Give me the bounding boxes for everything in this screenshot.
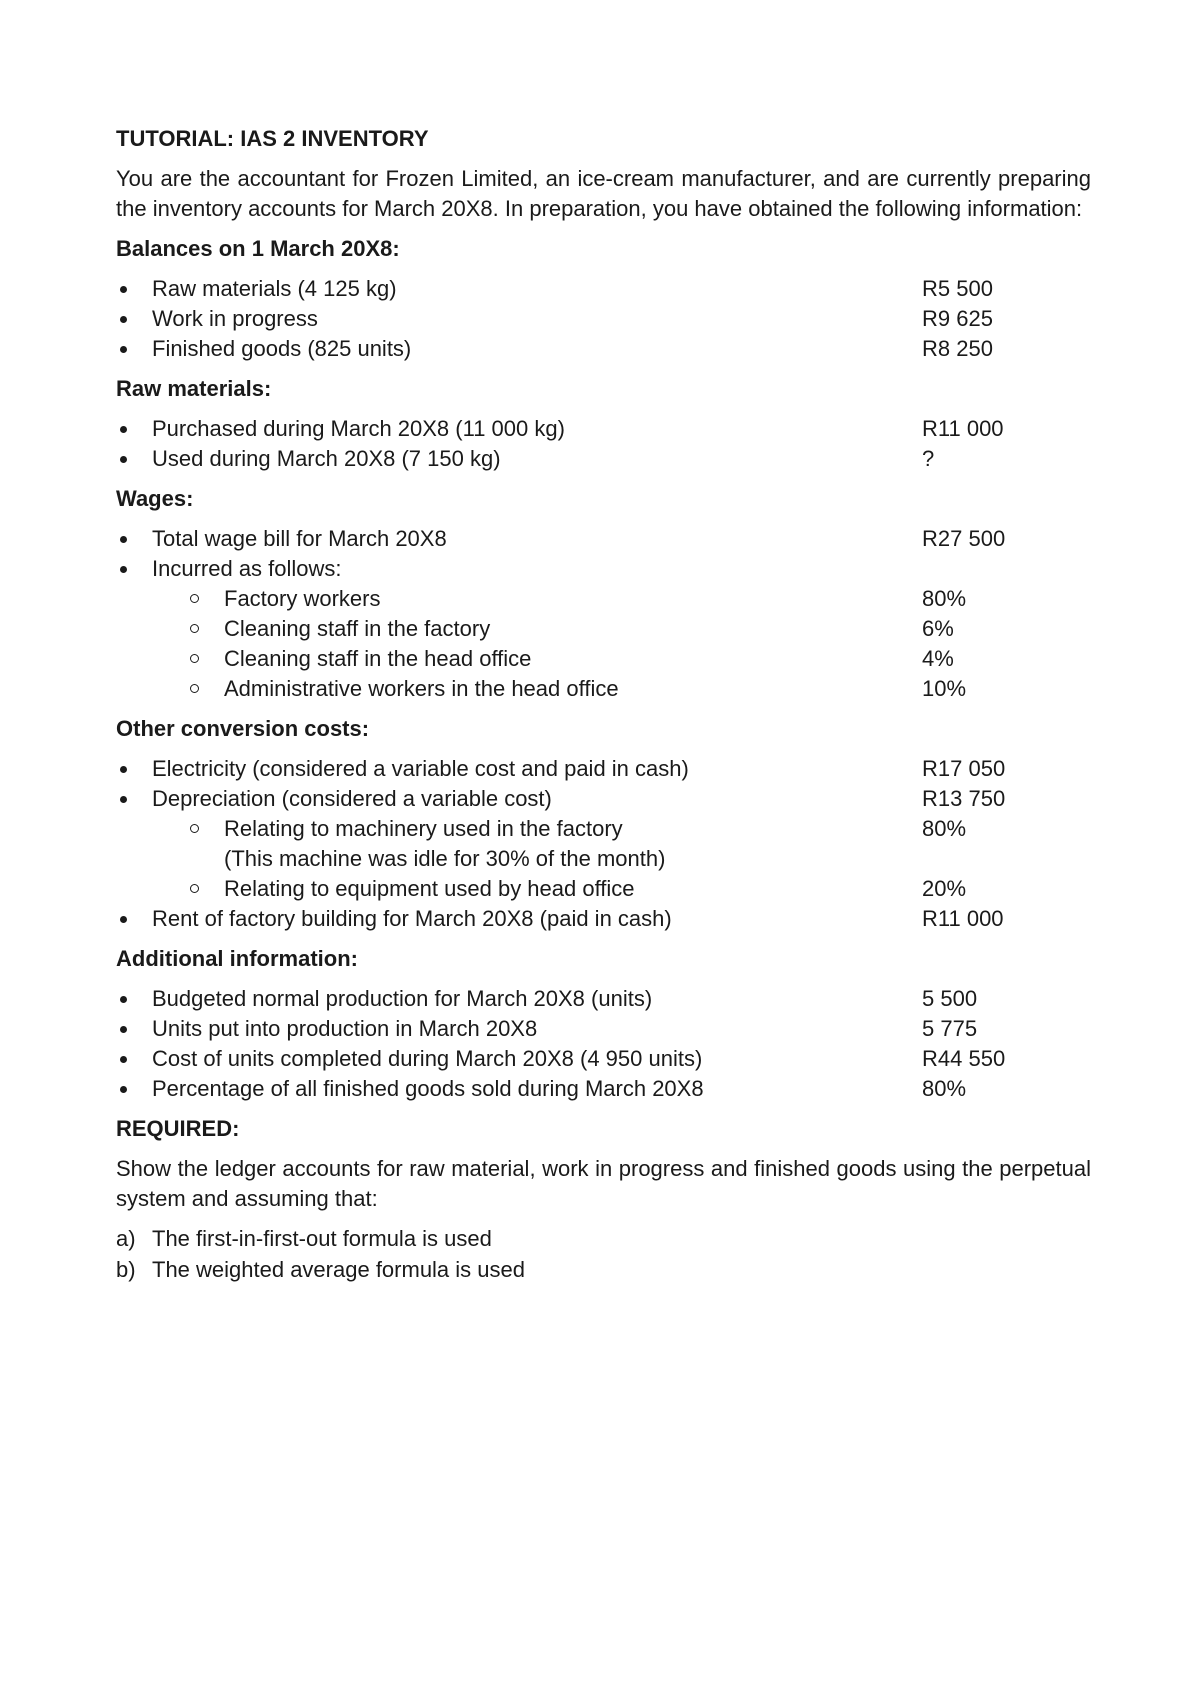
bullet-icon xyxy=(120,1026,127,1033)
list-item xyxy=(116,414,1091,444)
list-item xyxy=(116,554,1091,584)
sub-list-item xyxy=(116,674,1091,704)
bullet-icon xyxy=(120,996,127,1003)
required-heading: REQUIRED: xyxy=(116,1116,240,1141)
item-value: R9 625 xyxy=(922,306,993,331)
bullet-icon xyxy=(120,1056,127,1063)
sub-bullet-icon xyxy=(190,624,199,633)
other-costs-heading: Other conversion costs: xyxy=(116,716,370,741)
bullet-icon xyxy=(120,316,127,323)
wages-list xyxy=(116,524,1091,704)
item-label: Used during March 20X8 (7 150 kg) xyxy=(152,446,501,471)
item-label: Cost of units completed during March 20X8 (4 950 units) xyxy=(152,1046,703,1071)
required-options xyxy=(116,1224,1091,1286)
list-item xyxy=(116,274,1091,304)
list-item xyxy=(116,1044,1091,1074)
bullet-icon xyxy=(120,916,127,923)
intro-paragraph: You are the accountant for Frozen Limited, an ice-cream manufacturer, and are currently preparing the inventory accounts for March 20X8. In preparation, you have obtained the following information: xyxy=(116,166,1091,221)
item-value: R17 050 xyxy=(922,756,1006,781)
required-paragraph: Show the ledger accounts for raw material, work in progress and finished goods using the perpetual system and assuming that: xyxy=(116,1156,1091,1211)
document-content xyxy=(116,124,1091,1286)
item-value: 80% xyxy=(922,1076,967,1101)
bullet-icon xyxy=(120,766,127,773)
item-value: 10% xyxy=(922,676,967,701)
item-label: Raw materials (4 125 kg) xyxy=(152,276,397,301)
sub-list-item xyxy=(116,614,1091,644)
option-label: The weighted average formula is used xyxy=(152,1257,525,1282)
list-item xyxy=(116,1014,1091,1044)
sub-list-item xyxy=(116,874,1091,904)
document-title: TUTORIAL: IAS 2 INVENTORY xyxy=(116,126,429,151)
sub-list-item xyxy=(116,584,1091,614)
option-label: The first-in-first-out formula is used xyxy=(152,1226,492,1251)
item-value: 80% xyxy=(922,816,967,841)
item-label: Factory workers xyxy=(224,586,381,611)
bullet-icon xyxy=(120,536,127,543)
item-label: Relating to machinery used in the factory xyxy=(224,816,623,841)
item-label: Units put into production in March 20X8 xyxy=(152,1016,538,1041)
list-item xyxy=(116,904,1091,934)
item-value: R11 000 xyxy=(922,416,1004,441)
sub-list-item xyxy=(116,814,1091,844)
bullet-icon xyxy=(120,796,127,803)
item-label: Percentage of all finished goods sold during March 20X8 xyxy=(152,1076,704,1101)
item-value: R11 000 xyxy=(922,906,1004,931)
sub-list-item xyxy=(116,644,1091,674)
bullet-icon xyxy=(120,456,127,463)
item-value: ? xyxy=(922,446,935,471)
balances-list xyxy=(116,274,1091,364)
list-item xyxy=(116,1224,1091,1255)
item-label: Cleaning staff in the head office xyxy=(224,646,532,671)
raw-materials-heading: Raw materials: xyxy=(116,376,272,401)
item-value: 5 775 xyxy=(922,1016,978,1041)
item-value: 5 500 xyxy=(922,986,978,1011)
item-value: R44 550 xyxy=(922,1046,1006,1071)
sub-bullet-icon xyxy=(190,884,199,893)
list-item xyxy=(116,984,1091,1014)
bullet-icon xyxy=(120,426,127,433)
item-label: Incurred as follows: xyxy=(152,556,342,581)
wages-heading: Wages: xyxy=(116,486,194,511)
item-label: Purchased during March 20X8 (11 000 kg) xyxy=(152,416,565,441)
option-letter: b) xyxy=(116,1257,136,1282)
item-value: 80% xyxy=(922,586,967,611)
item-label: Rent of factory building for March 20X8 (paid in cash) xyxy=(152,906,672,931)
item-note: (This machine was idle for 30% of the month) xyxy=(224,846,666,871)
item-label: Relating to equipment used by head office xyxy=(224,876,635,901)
list-item xyxy=(116,754,1091,784)
sub-bullet-icon xyxy=(190,654,199,663)
item-value: 20% xyxy=(922,876,967,901)
item-label: Finished goods (825 units) xyxy=(152,336,412,361)
item-label: Cleaning staff in the factory xyxy=(224,616,491,641)
item-value: 6% xyxy=(922,616,954,641)
additional-heading: Additional information: xyxy=(116,946,358,971)
other-costs-list xyxy=(116,754,1091,934)
sub-bullet-icon xyxy=(190,824,199,833)
bullet-icon xyxy=(120,286,127,293)
item-value: R8 250 xyxy=(922,336,993,361)
item-label: Depreciation (considered a variable cost) xyxy=(152,786,552,811)
item-label: Work in progress xyxy=(152,306,318,331)
item-value: R5 500 xyxy=(922,276,993,301)
list-item xyxy=(116,1255,1091,1286)
additional-list xyxy=(116,984,1091,1104)
list-item xyxy=(116,444,1091,474)
list-item xyxy=(116,304,1091,334)
option-letter: a) xyxy=(116,1226,136,1251)
item-value: 4% xyxy=(922,646,954,671)
sub-bullet-icon xyxy=(190,684,199,693)
list-item xyxy=(116,1074,1091,1104)
item-label: Total wage bill for March 20X8 xyxy=(152,526,447,551)
item-value: R13 750 xyxy=(922,786,1006,811)
bullet-icon xyxy=(120,1086,127,1093)
bullet-icon xyxy=(120,346,127,353)
item-value: R27 500 xyxy=(922,526,1006,551)
item-label: Administrative workers in the head office xyxy=(224,676,619,701)
list-item xyxy=(116,524,1091,554)
bullet-icon xyxy=(120,566,127,573)
balances-heading: Balances on 1 March 20X8: xyxy=(116,236,400,261)
list-item xyxy=(116,334,1091,364)
item-label: Budgeted normal production for March 20X8 (units) xyxy=(152,986,653,1011)
raw-materials-list xyxy=(116,414,1091,474)
sub-list-note xyxy=(116,844,1091,874)
sub-bullet-icon xyxy=(190,594,199,603)
list-item xyxy=(116,784,1091,814)
item-label: Electricity (considered a variable cost and paid in cash) xyxy=(152,756,689,781)
